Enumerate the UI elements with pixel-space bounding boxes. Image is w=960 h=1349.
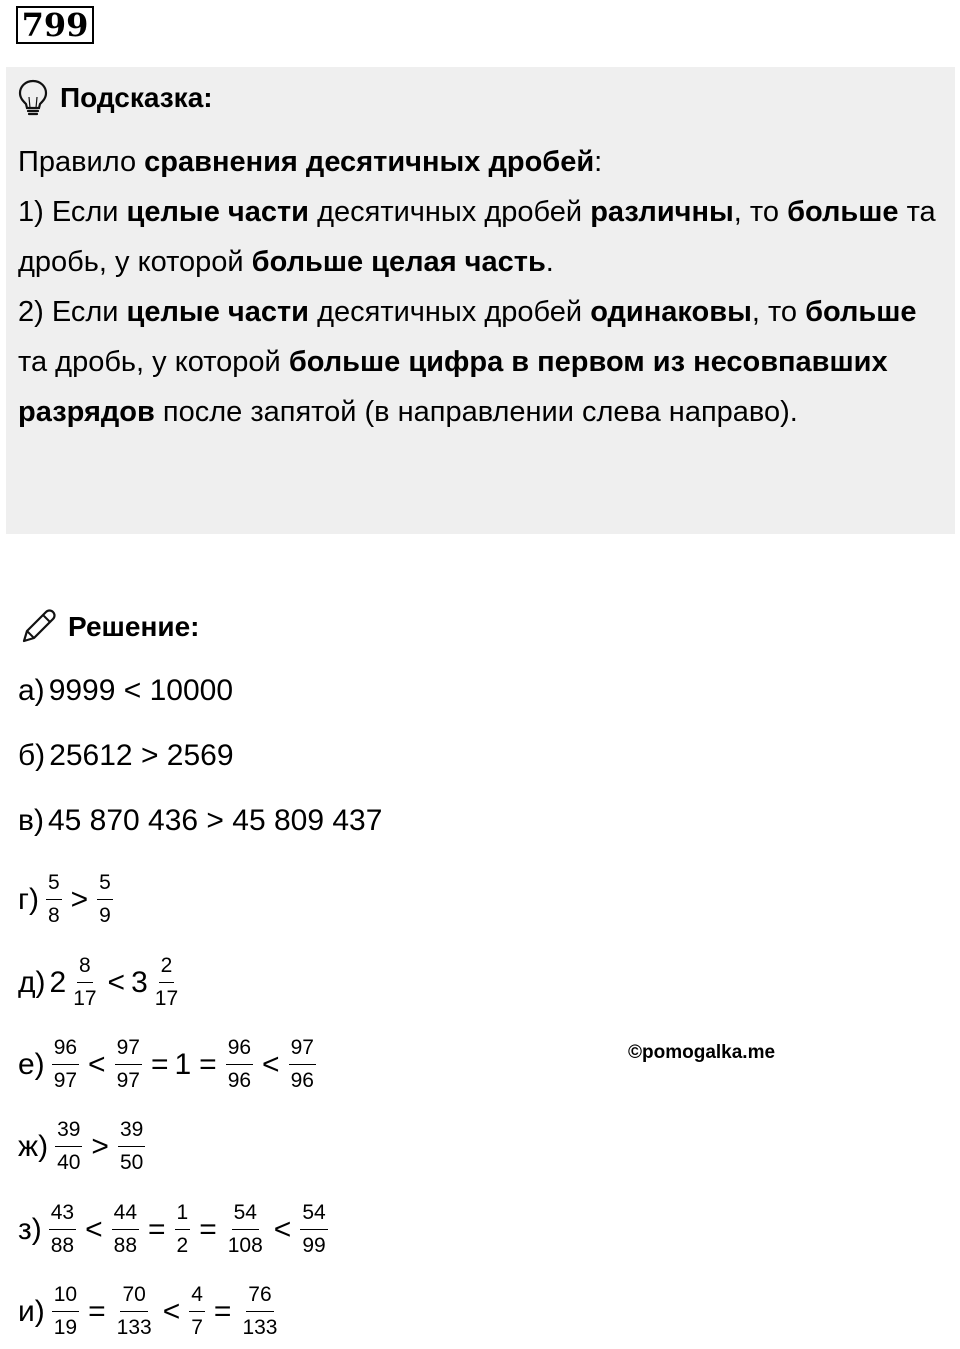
denominator: 97 (116, 1069, 140, 1092)
solution-line-b (18, 739, 234, 773)
numerator: 96 (226, 1035, 253, 1065)
item-label: г) (18, 882, 39, 916)
numerator: 1 (175, 1200, 191, 1230)
item-label: ж) (18, 1129, 49, 1163)
fraction (52, 1282, 79, 1341)
numerator: 10 (52, 1282, 79, 1312)
bold-run: больше цифра в первом из несовпавших разрядов (18, 346, 888, 428)
denominator: 108 (227, 1234, 263, 1257)
numerator: 5 (46, 870, 62, 900)
bold-run: больше целая часть (251, 246, 546, 278)
fraction (112, 1200, 139, 1259)
fraction (71, 953, 98, 1012)
numerator: 39 (55, 1117, 82, 1147)
bold-run: целые части (126, 296, 310, 328)
numerator: 2 (159, 953, 175, 983)
bold-run: одинаковы (590, 296, 752, 328)
numerator: 5 (97, 870, 113, 900)
fraction (289, 1035, 316, 1094)
fraction (115, 1035, 142, 1094)
operator: = (213, 1294, 232, 1328)
watermark: ©pomogalka.me (628, 1042, 776, 1063)
hint-heading (18, 78, 213, 118)
numerator: 97 (289, 1035, 316, 1065)
operator: < (262, 1047, 280, 1081)
operator: < (162, 1294, 181, 1328)
operator: = (88, 1294, 106, 1328)
hint-intro (18, 137, 943, 187)
denominator: 9 (99, 904, 111, 927)
denominator: 99 (302, 1234, 326, 1257)
bold-run: различны (590, 196, 734, 228)
item-label: и) (18, 1294, 45, 1328)
denominator: 96 (227, 1069, 252, 1092)
operator: > (91, 1129, 109, 1163)
solution-line-e (18, 1035, 319, 1094)
denominator: 17 (73, 987, 97, 1010)
operator: = (148, 1212, 166, 1246)
bold-run: больше (787, 196, 899, 228)
lightbulb-icon (18, 79, 48, 117)
denominator: 2 (176, 1234, 189, 1257)
hint-rule-2 (18, 287, 943, 437)
fraction (52, 1035, 79, 1094)
item-label: в) (18, 804, 44, 837)
denominator: 133 (116, 1316, 152, 1339)
fraction (240, 1282, 279, 1341)
text-run: после запятой (в направлении слева направо). (154, 396, 798, 428)
denominator: 88 (50, 1234, 75, 1257)
text-run: , то (751, 296, 806, 328)
whole-number: 2 (49, 965, 67, 999)
fraction (153, 953, 180, 1012)
fraction (226, 1200, 265, 1259)
operator: < (88, 1047, 106, 1081)
bold-run: сравнения десятичных дробей (144, 146, 595, 178)
text-run: . (545, 246, 554, 278)
operator: < (107, 965, 126, 999)
solution-title: Решение: (68, 611, 200, 642)
item-expression: 9999 < 10000 (48, 674, 234, 707)
pencil-icon (18, 607, 58, 647)
bold-run: больше (805, 296, 917, 328)
solution-line-a (18, 674, 233, 708)
numerator: 8 (77, 953, 93, 983)
problem-number: 799 (16, 6, 94, 44)
numerator: 43 (49, 1200, 76, 1230)
denominator: 7 (191, 1316, 203, 1339)
text-run: та дробь, у которой (18, 346, 289, 378)
fraction (115, 1282, 154, 1341)
numerator: 54 (300, 1200, 327, 1230)
hint-rule-1 (18, 187, 943, 287)
fraction (118, 1117, 145, 1176)
fraction (55, 1117, 82, 1176)
whole-number: 3 (131, 965, 148, 999)
numerator: 70 (120, 1282, 147, 1312)
numerator: 97 (115, 1035, 142, 1065)
denominator: 40 (57, 1151, 81, 1174)
solution-line-v (18, 804, 382, 838)
fraction (46, 870, 62, 929)
numerator: 54 (232, 1200, 259, 1230)
item-label: е) (18, 1047, 45, 1081)
denominator: 8 (47, 904, 60, 927)
fraction (226, 1035, 253, 1094)
denominator: 133 (242, 1316, 278, 1339)
text-run: : (594, 146, 603, 178)
bold-run: целые части (126, 196, 310, 228)
fraction (189, 1282, 205, 1341)
item-expression: 25612 > 2569 (49, 739, 234, 772)
denominator: 50 (119, 1151, 144, 1174)
item-label: а) (18, 674, 45, 707)
numerator: 39 (118, 1117, 145, 1147)
fraction (49, 1200, 76, 1259)
operator: = (199, 1212, 217, 1246)
denominator: 97 (53, 1069, 78, 1092)
text-run: 2) Если (18, 296, 127, 328)
operator: = (199, 1047, 217, 1081)
fraction (300, 1200, 327, 1259)
solution-line-d (18, 953, 183, 1012)
solution-line-i (18, 1282, 282, 1341)
numerator: 44 (112, 1200, 139, 1230)
solution-line-g (18, 870, 116, 929)
text-run: десятичных дробей (309, 196, 591, 228)
text-run: десятичных дробей (309, 296, 591, 328)
fraction (97, 870, 113, 929)
denominator: 19 (53, 1316, 78, 1339)
text-run: Правило (18, 146, 145, 178)
item-expression: 45 870 436 > 45 809 437 (47, 804, 383, 837)
item-label: з) (18, 1212, 42, 1246)
numerator: 4 (189, 1282, 205, 1312)
solution-heading (18, 606, 199, 648)
whole-number: 1 (174, 1047, 192, 1081)
operator: = (150, 1047, 169, 1081)
operator: < (273, 1212, 292, 1246)
text-run: 1) Если (18, 196, 127, 228)
solution-line-z (18, 1200, 331, 1259)
text-run: , то (733, 196, 788, 228)
hint-text (18, 137, 943, 437)
text-run: та дробь, у которой (18, 196, 936, 278)
hint-title: Подсказка: (60, 82, 213, 113)
operator: > (70, 882, 89, 916)
denominator: 88 (113, 1234, 137, 1257)
denominator: 17 (154, 987, 179, 1010)
operator: < (85, 1212, 103, 1246)
item-label: д) (18, 965, 46, 999)
denominator: 96 (290, 1069, 314, 1092)
numerator: 96 (52, 1035, 79, 1065)
fraction (175, 1200, 191, 1259)
numerator: 76 (246, 1282, 273, 1312)
item-label: б) (18, 739, 46, 772)
solution-line-zh (18, 1117, 148, 1176)
